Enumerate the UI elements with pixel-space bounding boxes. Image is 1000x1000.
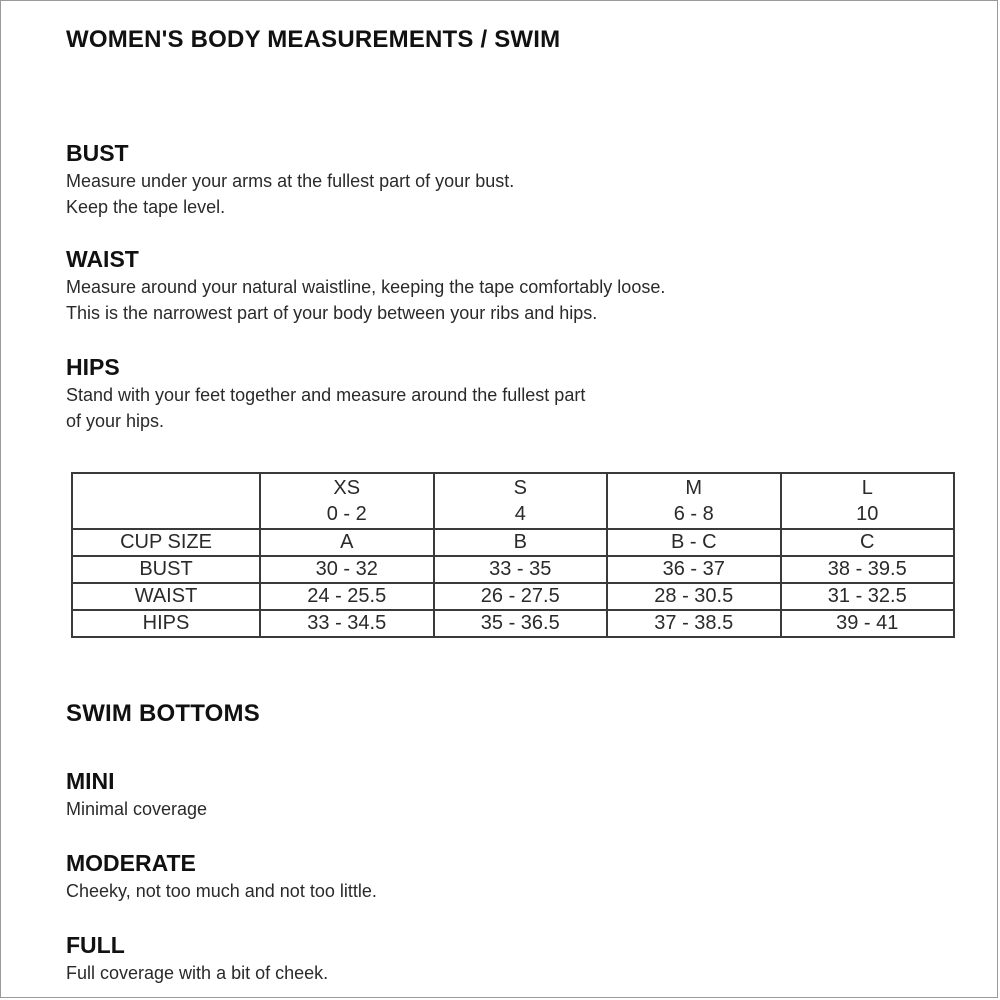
column-header-l (781, 473, 955, 529)
waist-line-2: This is the narrowest part of your body between your ribs and hips. (66, 303, 598, 323)
size-numeric: 6 - 8 (673, 503, 714, 525)
row-label: BUST (72, 556, 260, 583)
moderate-heading: MODERATE (66, 850, 196, 876)
table-cell: 31 - 32.5 (781, 583, 955, 610)
size-label: S (513, 477, 527, 499)
bust-line-2: Keep the tape level. (66, 197, 226, 217)
table-cell: 39 - 41 (781, 610, 955, 637)
table-cell: 28 - 30.5 (607, 583, 781, 610)
table-cell: B (434, 529, 608, 556)
hips-description (66, 382, 585, 434)
table-row-bust (72, 556, 954, 583)
size-numeric: 10 (856, 503, 879, 525)
size-chart-table (71, 472, 955, 638)
page-title: WOMEN'S BODY MEASUREMENTS / SWIM (66, 26, 561, 53)
hips-heading: HIPS (66, 354, 120, 380)
table-cell: 24 - 25.5 (260, 583, 434, 610)
table-header-row (72, 473, 954, 529)
hips-line-1: Stand with your feet together and measure around the fullest part (66, 385, 586, 405)
table-cell: C (781, 529, 955, 556)
table-cell: 37 - 38.5 (607, 610, 781, 637)
size-label: M (685, 477, 703, 499)
table-cell: 26 - 27.5 (434, 583, 608, 610)
bust-line-1: Measure under your arms at the fullest part of your bust. (66, 171, 515, 191)
row-label: HIPS (72, 610, 260, 637)
table-cell: 33 - 35 (434, 556, 608, 583)
column-header-xs (260, 473, 434, 529)
table-cell: 30 - 32 (260, 556, 434, 583)
row-label: CUP SIZE (72, 529, 260, 556)
swim-bottoms-heading: SWIM BOTTOMS (66, 700, 260, 727)
mini-description: Minimal coverage (66, 799, 208, 819)
size-numeric: 0 - 2 (326, 503, 367, 525)
full-description: Full coverage with a bit of cheek. (66, 963, 329, 983)
table-cell: 38 - 39.5 (781, 556, 955, 583)
table-cell: B - C (607, 529, 781, 556)
row-label: WAIST (72, 583, 260, 610)
table-cell: 36 - 37 (607, 556, 781, 583)
table-corner-cell (72, 473, 260, 529)
size-label: XS (333, 477, 361, 499)
column-header-s (434, 473, 608, 529)
table-row-waist (72, 583, 954, 610)
full-heading: FULL (66, 932, 125, 958)
waist-heading: WAIST (66, 246, 139, 272)
hips-line-2: of your hips. (66, 411, 165, 431)
moderate-description: Cheeky, not too much and not too little. (66, 881, 377, 901)
bust-description (66, 168, 514, 220)
size-numeric: 4 (514, 503, 526, 525)
size-label: L (861, 477, 873, 499)
table-cell: 35 - 36.5 (434, 610, 608, 637)
table-row-hips (72, 610, 954, 637)
table-cell: 33 - 34.5 (260, 610, 434, 637)
waist-description (66, 274, 665, 326)
mini-heading: MINI (66, 768, 115, 794)
table-cell: A (260, 529, 434, 556)
bust-heading: BUST (66, 140, 129, 166)
column-header-m (607, 473, 781, 529)
waist-line-1: Measure around your natural waistline, keeping the tape comfortably loose. (66, 277, 666, 297)
table-row-cup-size (72, 529, 954, 556)
